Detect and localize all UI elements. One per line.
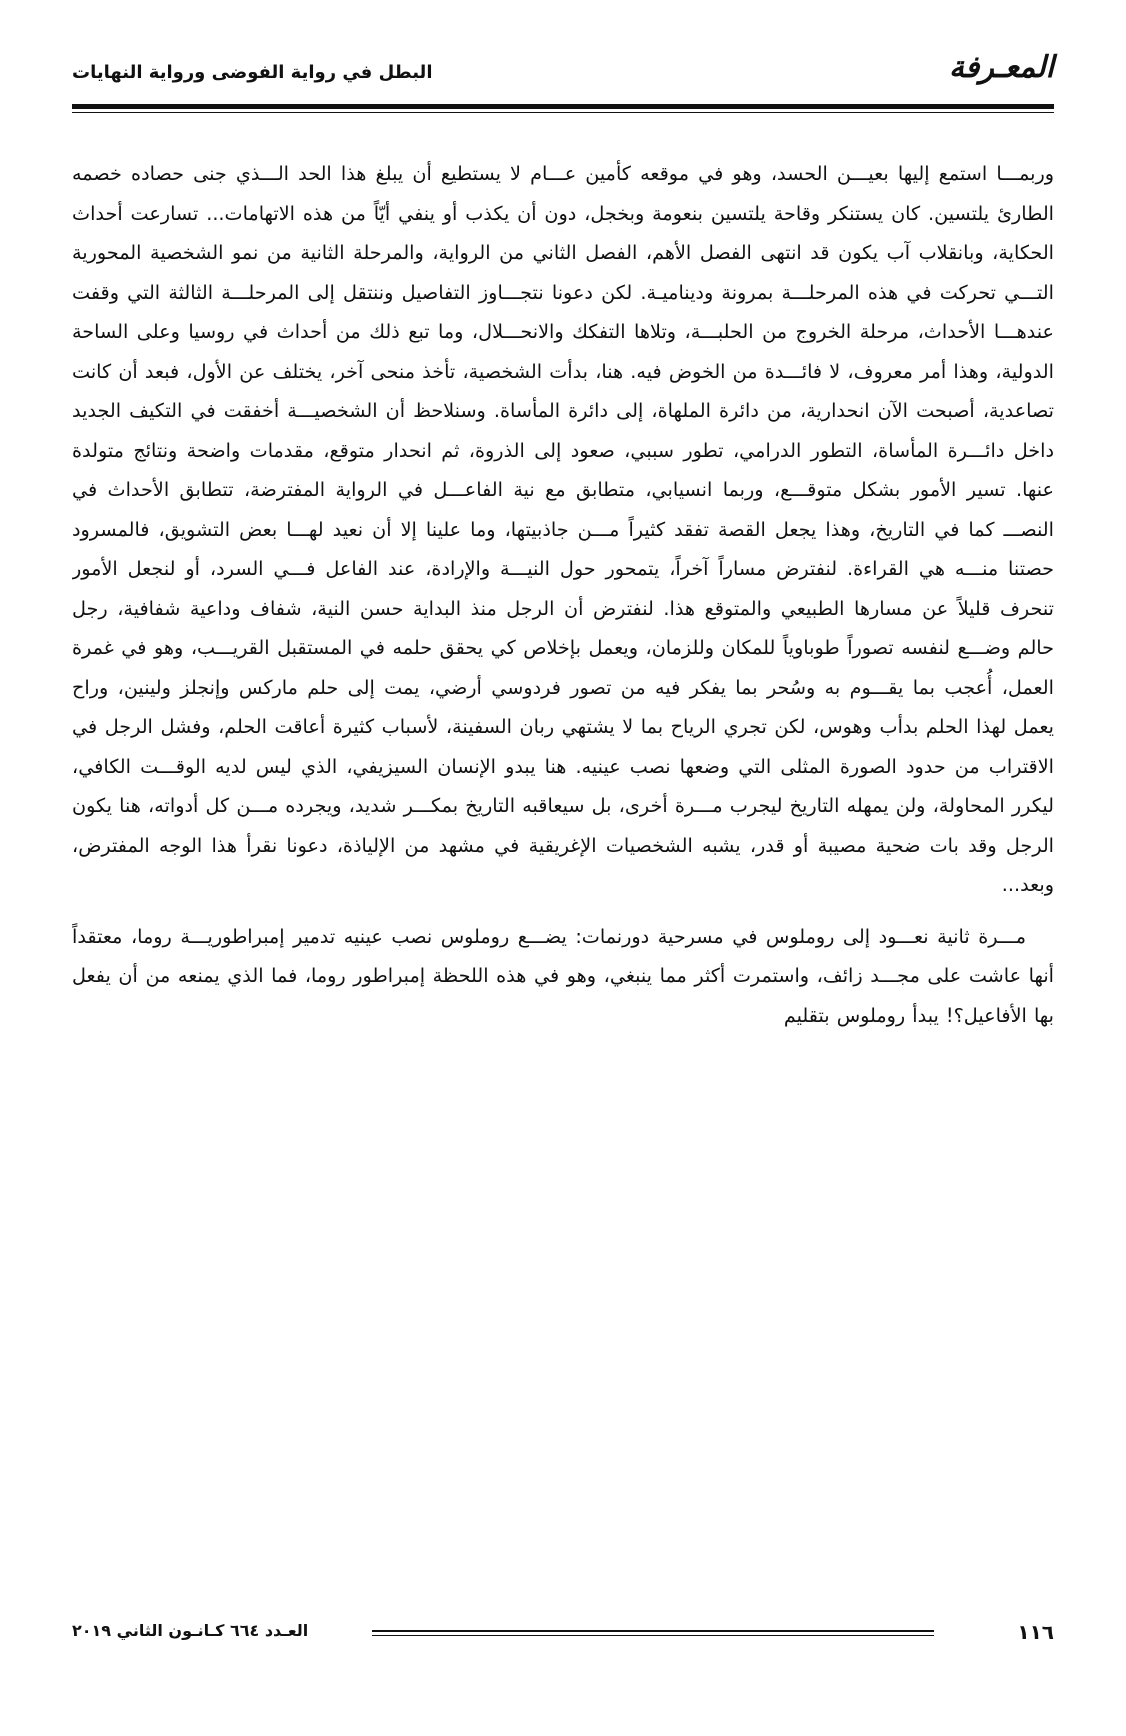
body-paragraph-2: مـــرة ثانية نعـــود إلى روملوس في مسرحية دورنمات: يضـــع روملوس نصب عينيه تدمير إمبراطوريـــة روما، معتقداً أنها عاشت على مجـــد زائف، واستمرت أكثر مما ينبغي، وهو في هذه اللحظة إمبراطور روما، فما الذي يمنعه من أن يفعل بها الأفاعيل؟! يبدأ روملوس بتقليم	[72, 924, 1054, 1027]
page-header	[72, 48, 1054, 102]
magazine-logo: المعـرفة	[948, 50, 1054, 85]
page-footer	[72, 1620, 1054, 1650]
page-number: ١١٦	[1017, 1620, 1054, 1644]
issue-info: العـدد ٦٦٤ كـانـون الثاني ٢٠١٩	[72, 1621, 309, 1640]
header-rule-thin	[72, 112, 1054, 113]
article-body	[72, 154, 1054, 1606]
footer-rule	[372, 1630, 934, 1636]
running-title: البطل في رواية الفوضى ورواية النهايات	[72, 62, 433, 83]
header-rule-thick	[72, 104, 1054, 109]
body-paragraph-1: وربمـــا استمع إليها بعيـــن الحسد، وهو في موقعه كأمين عـــام لا يستطيع أن يبلغ هذا الحد الـــذي جنى حصاده خصمه الطارئ يلتسين. كان يستنكر وقاحة يلتسين بنعومة وبخجل، دون أن يكذب أو ينفي أيّاً من هذه الاتهامات... تسارعت أحداث الحكاية، وبانقلاب آب يكون قد انتهى الفصل الأهم، الفصل الثاني من الرواية، والمرحلة الثانية من نمو الشخصية المحورية التـــي تحركت في هذه المرحلـــة بمرونة وديناميـة. لكن دعونا نتجـــاوز التفاصيل وننتقل إلى المرحلـــة الثالثة التي وقفت عندهـــا الأحداث، مرحلة الخروج من الحلبـــة، وتلاها التفكك والانحـــلال، وما تبع ذلك من أحداث في روسيا وعلى الساحة الدولية، وهذا أمر معروف، لا فائـــدة من الخوض فيه. هنا، بدأت الشخصية، تأخذ منحى آخر، يختلف عن الأول، فبعد أن كانت تصاعدية، أصبحت الآن انحدارية، من دائرة الملهاة، إلى دائرة المأساة. وسنلاحظ أن الشخصيـــة أخفقت في التكيف الجديد داخل دائـــرة المأساة، التطور الدرامي، تطور سببي، صعود إلى الذروة، ثم انحدار متوقع، مقدمات واضحة ونتائج متولدة عنها. تسير الأمور بشكل متوقـــع، وربما انسيابي، متطابق مع نية الفاعـــل في الرواية المفترضة، تتطابق الأحداث في النصـــ كما في التاريخ، وهذا يجعل القصة تفقد كثيراً مـــن جاذبيتها، وما علينا إلا أن نعيد لهـــا بعض التشويق، فالمسرود حصتنا منـــه هي القراءة. لنفترض مساراً آخراً، يتمحور حول النيـــة والإرادة، عند الفاعل فـــي السرد، أو لنجعل الأمور تنحرف قليلاً عن مسارها الطبيعي والمتوقع هذا. لنفترض أن الرجل منذ البداية حسن النية، شفاف وداعية شفافية، رجل حالم وضـــع لنفسه تصوراً طوباوياً للمكان وللزمان، ويعمل بإخلاص كي يحقق حلمه في المستقبل القريـــب، وهو في غمرة العمل، أُعجب بما يقـــوم به وسُحر بما يفكر فيه من تصور فردوسي أرضي، يمت إلى حلم ماركس وإنجلز ولينين، وراح يعمل لهذا الحلم بدأب وهوس، لكن تجري الرياح بما لا يشتهي ربان السفينة، لأسباب كثيرة أعاقت الحلم، وفشل الرجل في الاقتراب من حدود الصورة المثلى التي وضعها نصب عينيه. هنا يبدو الإنسان السيزيفي، الذي ليس لديه الوقـــت الكافي، ليكرر المحاولة، ولن يمهله التاريخ ليجرب مـــرة أخرى، بل سيعاقبه التاريخ بمكـــر شديد، ويجرده مـــن كل أدواته، هنا يكون الرجل وقد بات ضحية مصيبة أو قدر، يشبه الشخصيات الإغريقية في مشهد من الإلياذة، دعونا نقرأ هذا الوجه المفترض، وبعد...	[72, 162, 1054, 896]
